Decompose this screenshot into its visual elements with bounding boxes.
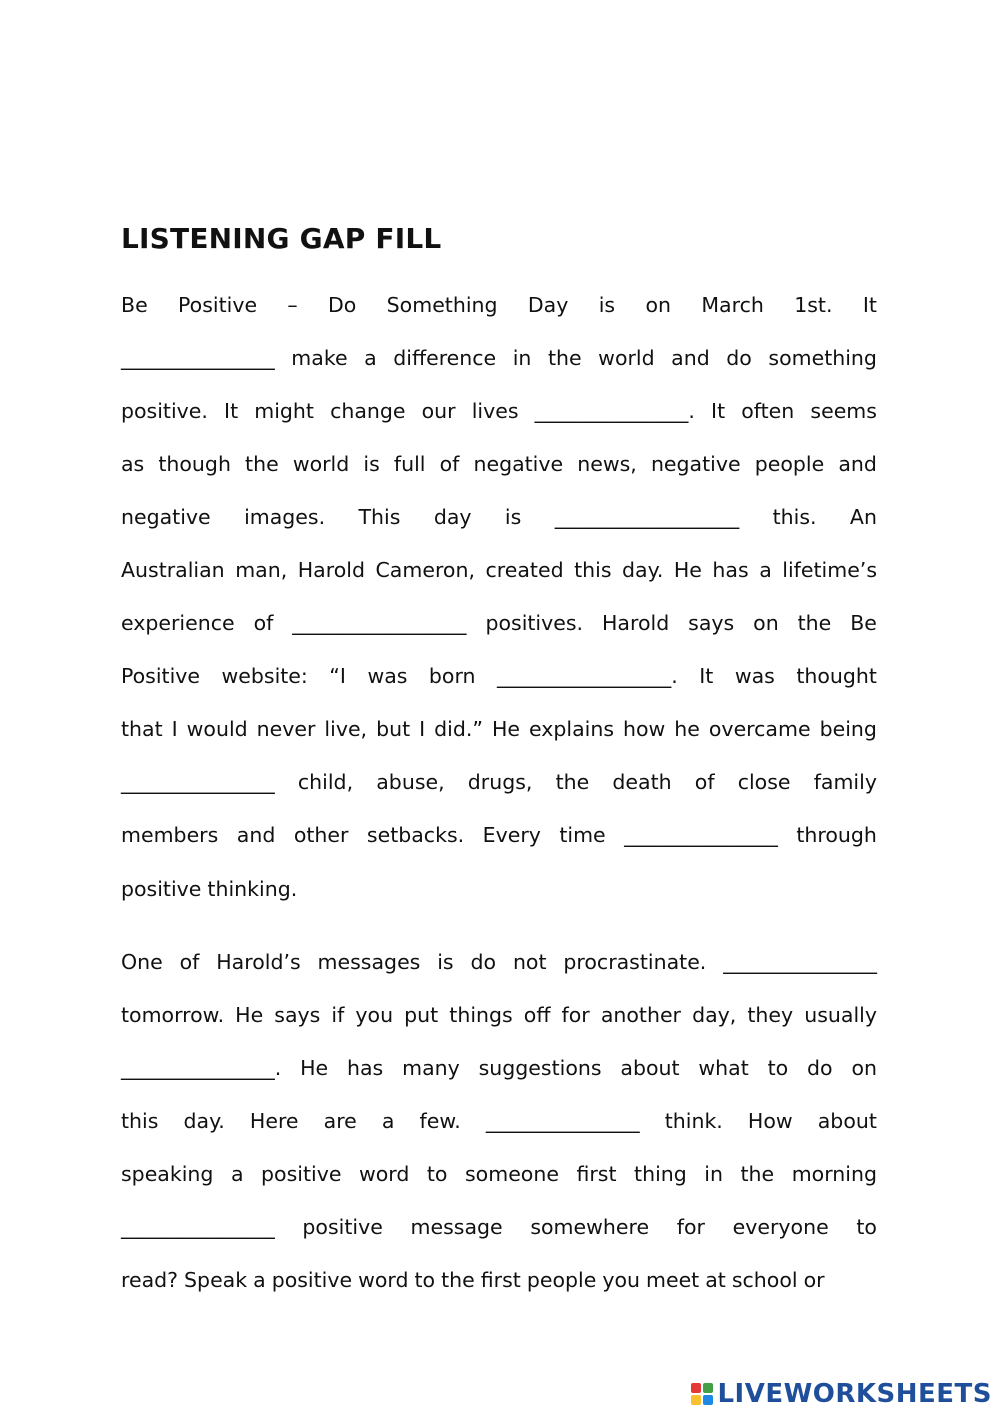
word: word bbox=[358, 1161, 410, 1186]
word: of bbox=[439, 451, 460, 476]
word: He bbox=[235, 1002, 264, 1027]
word: the bbox=[740, 1161, 775, 1186]
word: the bbox=[441, 1268, 475, 1293]
word: death bbox=[612, 770, 672, 795]
word: Positive bbox=[178, 292, 258, 317]
word: first bbox=[480, 1268, 521, 1293]
word: put bbox=[404, 1002, 439, 1027]
word: is bbox=[437, 949, 454, 974]
word: on bbox=[645, 292, 671, 317]
word: everyone bbox=[732, 1215, 829, 1240]
word: through bbox=[796, 823, 877, 848]
word: thinking. bbox=[207, 876, 298, 901]
word: difference bbox=[393, 345, 497, 370]
liveworksheets-logo-text: LIVEWORKSHEETS bbox=[717, 1379, 992, 1409]
text-line bbox=[121, 278, 877, 331]
word: read? bbox=[121, 1268, 179, 1293]
word: message bbox=[410, 1215, 503, 1240]
gap-blank: _______________ bbox=[723, 949, 877, 974]
word: Harold bbox=[602, 611, 670, 636]
word: experience bbox=[121, 611, 235, 636]
word: often bbox=[741, 398, 795, 423]
word: is bbox=[363, 451, 380, 476]
word: day. bbox=[183, 1108, 225, 1133]
word: on bbox=[851, 1055, 877, 1080]
word: messages bbox=[317, 949, 421, 974]
word: Day bbox=[527, 292, 569, 317]
word: the bbox=[547, 345, 582, 370]
word: usually bbox=[804, 1002, 877, 1027]
word: how bbox=[623, 717, 666, 742]
word: was bbox=[734, 664, 775, 689]
text-line bbox=[121, 384, 877, 437]
word: Cameron, bbox=[375, 558, 475, 583]
word: Harold bbox=[297, 558, 365, 583]
word: but bbox=[376, 717, 411, 742]
word: being bbox=[819, 717, 877, 742]
word: first bbox=[576, 1161, 617, 1186]
word: positive bbox=[261, 1161, 342, 1186]
word: he bbox=[674, 717, 700, 742]
word: make bbox=[291, 345, 348, 370]
text-line bbox=[121, 331, 877, 384]
word: this bbox=[121, 1108, 159, 1133]
word: has bbox=[712, 558, 749, 583]
word: in bbox=[704, 1161, 723, 1186]
word: do bbox=[470, 949, 497, 974]
word: a bbox=[253, 1268, 266, 1293]
word: drugs, bbox=[467, 770, 533, 795]
word: members bbox=[121, 823, 219, 848]
word: This bbox=[358, 504, 401, 529]
word: other bbox=[293, 823, 349, 848]
word: to bbox=[414, 1268, 436, 1293]
word: It bbox=[224, 398, 239, 423]
word: for bbox=[676, 1215, 705, 1240]
word: another bbox=[600, 1002, 681, 1027]
gap-blank: _______________. bbox=[534, 398, 695, 423]
text-line bbox=[121, 703, 877, 756]
text-line bbox=[121, 650, 877, 703]
text-line bbox=[121, 935, 877, 988]
word: things bbox=[449, 1002, 513, 1027]
word: day bbox=[433, 504, 472, 529]
word: positive bbox=[302, 1215, 383, 1240]
word: the bbox=[555, 770, 590, 795]
word: or bbox=[803, 1268, 825, 1293]
word: child, bbox=[297, 770, 354, 795]
gap-blank: _______________ bbox=[485, 1108, 640, 1133]
word: images. bbox=[244, 504, 326, 529]
word: the bbox=[245, 451, 279, 476]
word: born bbox=[428, 664, 476, 689]
word: think. bbox=[664, 1108, 723, 1133]
word: Be bbox=[850, 611, 877, 636]
word: news, bbox=[577, 451, 637, 476]
word: seems bbox=[810, 398, 877, 423]
word: a bbox=[364, 345, 377, 370]
gap-blank: _______________ bbox=[121, 345, 275, 370]
text-line bbox=[121, 437, 877, 490]
word: of bbox=[179, 949, 200, 974]
text-line bbox=[121, 543, 877, 596]
word: somewhere bbox=[530, 1215, 650, 1240]
word: is bbox=[598, 292, 616, 317]
word: is bbox=[504, 504, 522, 529]
liveworksheets-logo-icon bbox=[691, 1383, 713, 1405]
word: on bbox=[753, 611, 779, 636]
word: One bbox=[121, 949, 163, 974]
word: and bbox=[671, 345, 710, 370]
gap-blank: _______________ bbox=[121, 1215, 275, 1240]
paragraph-2 bbox=[121, 935, 877, 1307]
word: Australian bbox=[121, 558, 225, 583]
word: He bbox=[300, 1055, 329, 1080]
gap-blank: _______________. bbox=[121, 1055, 282, 1080]
word: It bbox=[711, 398, 726, 423]
word: Do bbox=[328, 292, 357, 317]
word: full bbox=[393, 451, 426, 476]
word: of bbox=[253, 611, 274, 636]
word: of bbox=[694, 770, 715, 795]
word: our bbox=[421, 398, 456, 423]
word: says bbox=[688, 611, 735, 636]
word: day, bbox=[692, 1002, 737, 1027]
word: positive bbox=[121, 876, 202, 901]
word: few. bbox=[419, 1108, 461, 1133]
word: Harold’s bbox=[216, 949, 301, 974]
word: abuse, bbox=[376, 770, 445, 795]
word: It bbox=[699, 664, 714, 689]
word: though bbox=[158, 451, 231, 476]
word: a bbox=[759, 558, 772, 583]
gap-blank: _________________. bbox=[497, 664, 678, 689]
logo-square-yellow bbox=[691, 1395, 701, 1405]
word: this bbox=[574, 558, 612, 583]
text-line bbox=[121, 597, 877, 650]
word: thing bbox=[634, 1161, 687, 1186]
word: lives bbox=[471, 398, 519, 423]
gap-blank: __________________ bbox=[554, 504, 740, 529]
word: thought bbox=[796, 664, 877, 689]
logo-square-blue bbox=[703, 1395, 713, 1405]
word: at bbox=[705, 1268, 726, 1293]
word: He bbox=[673, 558, 702, 583]
word: Here bbox=[249, 1108, 299, 1133]
word: negative bbox=[650, 451, 741, 476]
word: to bbox=[426, 1161, 448, 1186]
word: to bbox=[856, 1215, 877, 1240]
word: It bbox=[862, 292, 877, 317]
word: about bbox=[817, 1108, 877, 1133]
text-line bbox=[121, 1254, 877, 1307]
text-line bbox=[121, 862, 877, 915]
word: lifetime’s bbox=[782, 558, 877, 583]
word: as bbox=[121, 451, 145, 476]
word: positive. bbox=[121, 398, 208, 423]
word: suggestions bbox=[478, 1055, 602, 1080]
word: 1st. bbox=[794, 292, 833, 317]
worksheet-title: LISTENING GAP FILL bbox=[121, 222, 442, 255]
word: did.” bbox=[434, 717, 483, 742]
word: this. bbox=[772, 504, 817, 529]
word: what bbox=[698, 1055, 749, 1080]
word: man, bbox=[235, 558, 288, 583]
word: do bbox=[807, 1055, 833, 1080]
word: do bbox=[726, 345, 752, 370]
word: off bbox=[523, 1002, 551, 1027]
word: setbacks. bbox=[366, 823, 465, 848]
word: change bbox=[330, 398, 406, 423]
gap-blank: _______________ bbox=[624, 823, 778, 848]
word: if bbox=[331, 1002, 345, 1027]
word: negative bbox=[121, 504, 211, 529]
word: family bbox=[813, 770, 877, 795]
word: explains bbox=[528, 717, 615, 742]
word: live, bbox=[324, 717, 368, 742]
word: I bbox=[419, 717, 426, 742]
word: positives. bbox=[485, 611, 584, 636]
word: a bbox=[230, 1161, 244, 1186]
word: not bbox=[512, 949, 547, 974]
word: He bbox=[491, 717, 520, 742]
word: people bbox=[754, 451, 825, 476]
text-line bbox=[121, 1094, 877, 1147]
word: many bbox=[402, 1055, 460, 1080]
logo-square-red bbox=[691, 1383, 701, 1393]
word: created bbox=[485, 558, 564, 583]
word: – bbox=[287, 292, 298, 317]
word: says bbox=[274, 1002, 321, 1027]
word: morning bbox=[791, 1161, 877, 1186]
word: negative bbox=[473, 451, 564, 476]
word: close bbox=[737, 770, 791, 795]
word: to bbox=[767, 1055, 789, 1080]
word: school bbox=[731, 1268, 798, 1293]
paragraph-1 bbox=[121, 278, 877, 915]
word: day. bbox=[622, 558, 664, 583]
word: I bbox=[171, 717, 178, 742]
word: positive bbox=[271, 1268, 353, 1293]
word: Positive bbox=[121, 664, 201, 689]
text-line bbox=[121, 1147, 877, 1200]
word: tomorrow. bbox=[121, 1002, 225, 1027]
word: overcame bbox=[708, 717, 811, 742]
word: website: bbox=[221, 664, 308, 689]
word: speaking bbox=[121, 1161, 214, 1186]
word: never bbox=[256, 717, 316, 742]
word: for bbox=[561, 1002, 590, 1027]
word: Be bbox=[121, 292, 148, 317]
text-line bbox=[121, 756, 877, 809]
word: the bbox=[797, 611, 832, 636]
word: time bbox=[559, 823, 606, 848]
word: you bbox=[602, 1268, 640, 1293]
word: would bbox=[186, 717, 248, 742]
word: An bbox=[849, 504, 877, 529]
word: meet bbox=[645, 1268, 700, 1293]
word: something bbox=[768, 345, 877, 370]
word: and bbox=[838, 451, 877, 476]
word: about bbox=[620, 1055, 680, 1080]
word: “I bbox=[329, 664, 346, 689]
word: people bbox=[526, 1268, 597, 1293]
word: that bbox=[121, 717, 163, 742]
word: Something bbox=[386, 292, 498, 317]
text-line bbox=[121, 1041, 877, 1094]
word: they bbox=[747, 1002, 794, 1027]
word: How bbox=[747, 1108, 793, 1133]
text-line bbox=[121, 809, 877, 862]
word: might bbox=[254, 398, 314, 423]
word: someone bbox=[465, 1161, 559, 1186]
word: Speak bbox=[184, 1268, 248, 1293]
word: word bbox=[358, 1268, 409, 1293]
text-line bbox=[121, 490, 877, 543]
text-line bbox=[121, 988, 877, 1041]
word: are bbox=[323, 1108, 357, 1133]
word: procrastinate. bbox=[563, 949, 707, 974]
word: was bbox=[367, 664, 408, 689]
gap-blank: _______________ bbox=[121, 770, 275, 795]
word: world bbox=[598, 345, 655, 370]
gap-blank: _________________ bbox=[292, 611, 467, 636]
word: world bbox=[292, 451, 350, 476]
word: a bbox=[381, 1108, 395, 1133]
logo-square-green bbox=[703, 1383, 713, 1393]
word: and bbox=[236, 823, 276, 848]
text-line bbox=[121, 1200, 877, 1253]
word: in bbox=[512, 345, 532, 370]
word: has bbox=[347, 1055, 384, 1080]
word: you bbox=[355, 1002, 394, 1027]
word: Every bbox=[482, 823, 541, 848]
liveworksheets-logo bbox=[691, 1379, 992, 1409]
word: March bbox=[701, 292, 764, 317]
